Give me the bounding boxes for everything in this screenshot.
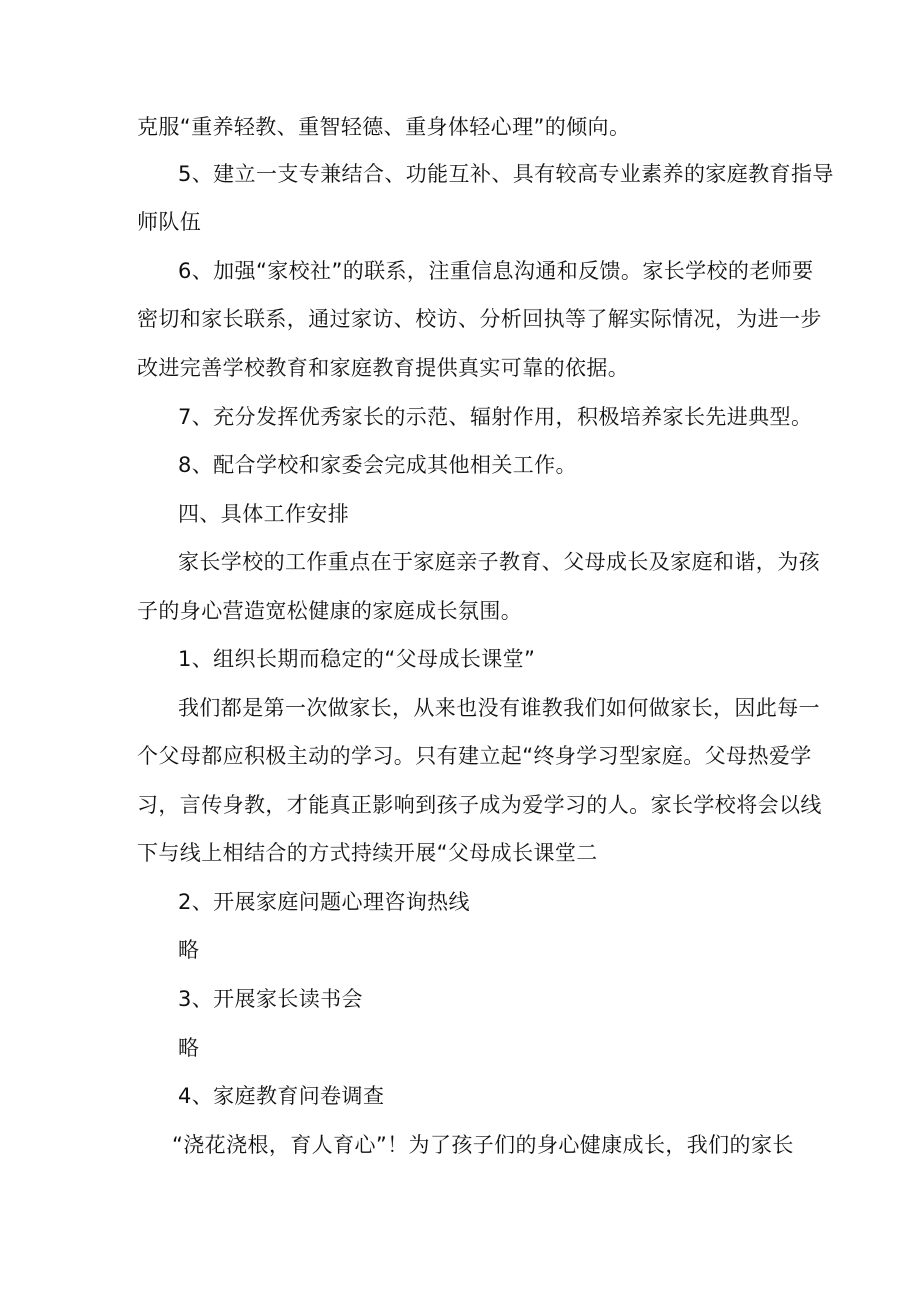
text-line: 下与线上相结合的方式持续开展“父母成长课堂二 <box>137 841 598 865</box>
text-line: 习，言传身教，才能真正影响到孩子成为爱学习的人。家长学校将会以线 <box>137 793 822 817</box>
text-line: 4、家庭教育问卷调查 <box>178 1084 385 1108</box>
text-line: 6、加强“家校社”的联系，注重信息沟通和反馈。家长学校的老师要 <box>178 259 814 283</box>
text-line: 我们都是第一次做家长，从来也没有谁教我们如何做家长，因此每一 <box>178 696 820 720</box>
text-line: 密切和家长联系，通过家访、校访、分析回执等了解实际情况，为进一步 <box>137 307 822 331</box>
text-line: 子的身心营造宽松健康的家庭成长氛围。 <box>137 599 523 623</box>
text-line: 克服“重养轻教、重智轻德、重身体轻心理”的倾向。 <box>137 115 631 139</box>
text-line: 师队伍 <box>137 210 202 234</box>
text-line: 1、组织长期而稳定的“父母成长课堂” <box>178 647 536 671</box>
text-line: “浇花浇根，育人育心”！为了孩子们的身心健康成长，我们的家长 <box>172 1133 794 1157</box>
text-line: 略 <box>178 1036 200 1060</box>
text-line: 个父母都应积极主动的学习。只有建立起“终身学习型家庭。父母热爱学 <box>137 744 812 768</box>
text-line: 7、充分发挥优秀家长的示范、辐射作用，积极培养家长先进典型。 <box>178 405 813 429</box>
text-line: 2、开展家庭问题心理咨询热线 <box>178 890 470 914</box>
text-line: 5、建立一支专兼结合、功能互补、具有较高专业素养的家庭教育指导 <box>178 162 834 186</box>
text-line: 3、开展家长读书会 <box>178 987 363 1011</box>
section-heading: 四、具体工作安排 <box>178 502 350 526</box>
text-line: 家长学校的工作重点在于家庭亲子教育、父母成长及家庭和谐，为孩 <box>178 550 820 574</box>
text-line: 8、配合学校和家委会完成其他相关工作。 <box>178 453 577 477</box>
text-line: 改进完善学校教育和家庭教育提供真实可靠的依据。 <box>137 356 630 380</box>
text-line: 略 <box>178 938 200 962</box>
